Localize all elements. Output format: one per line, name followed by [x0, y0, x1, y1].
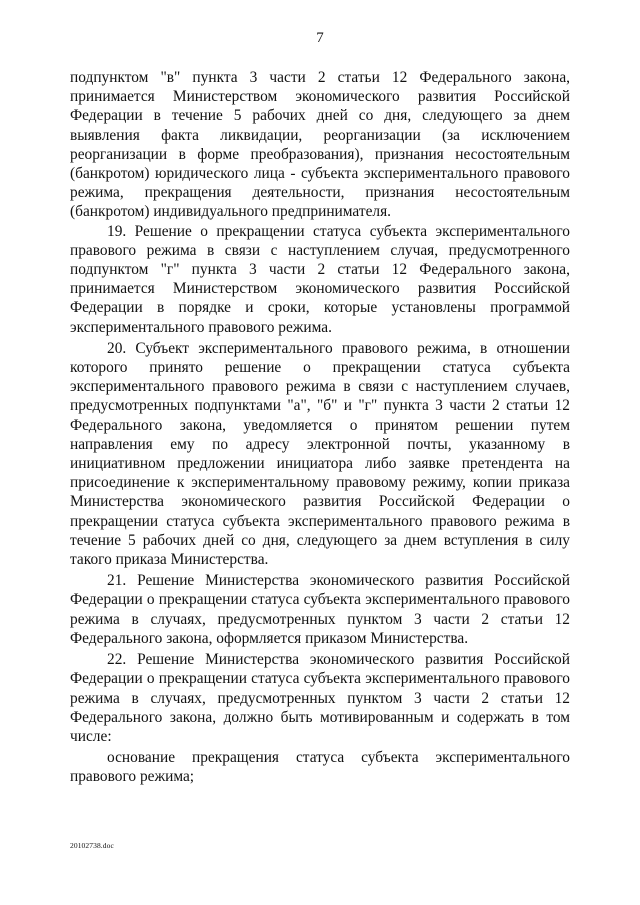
paragraph-19: 19. Решение о прекращении статуса субъекта экспериментального правового режима в связи с наступлением случая, предусмотренного подпунктом "г" пункта 3 части 2 статьи 12 Федерального закона, принимается Министерством экономического развития Российской Федерации в порядке и сроки, которые установлены программой экспериментального правового режима. [70, 222, 570, 336]
paragraph-22: 22. Решение Министерства экономического развития Российской Федерации о прекращении статуса субъекта экспериментального правового режима в случаях, предусмотренных пунктом 3 части 2 статьи 12 Федерального закона, должно быть мотивированным и содержать в том числе: [70, 651, 570, 745]
paragraph-18-continuation: подпунктом "в" пункта 3 части 2 статьи 12 Федерального закона, принимается Министерством экономического развития Российской Федерации в течение 5 рабочих дней со дня, следующего за днем выявления факта ликвидации, реорганизации (за исключением реорганизации в форме преобразования), признания несостоятельным (банкротом) юридического лица - субъекта экспериментального правового режима, прекращения деятельности, признания несостоятельным (банкротом) индивидуального предпринимателя. [70, 69, 570, 221]
document-filename: 20102738.doc [70, 841, 114, 850]
document-body [70, 68, 570, 787]
paragraph-21: 21. Решение Министерства экономического развития Российской Федерации о прекращении статуса субъекта экспериментального правового режима в случаях, предусмотренных пунктом 3 части 2 статьи 12 Федерального закона, оформляется приказом Министерства. [70, 572, 570, 647]
paragraph-22-item: основание прекращения статуса субъекта экспериментального правового режима; [70, 749, 570, 786]
page-number: 7 [316, 30, 324, 46]
paragraph-20: 20. Субъект экспериментального правового режима, в отношении которого принято решение о прекращении статуса субъекта экспериментального правового режима в связи с наступлением случаев, предусмотренных подпунктами "а", "б" и "г" пункта 3 части 2 статьи 12 Федерального закона, уведомляется о принятом решении путем направления ему по адресу электронной почты, указанному в инициативном предложении инициатора либо заявке претендента на присоединение к экспериментальному правовому режиму, копии приказа Министерства экономического развития Российской Федерации о прекращении статуса субъекта экспериментального правового режима в течение 5 рабочих дней со дня, следующего за днем вступления в силу такого приказа Министерства. [70, 339, 570, 569]
